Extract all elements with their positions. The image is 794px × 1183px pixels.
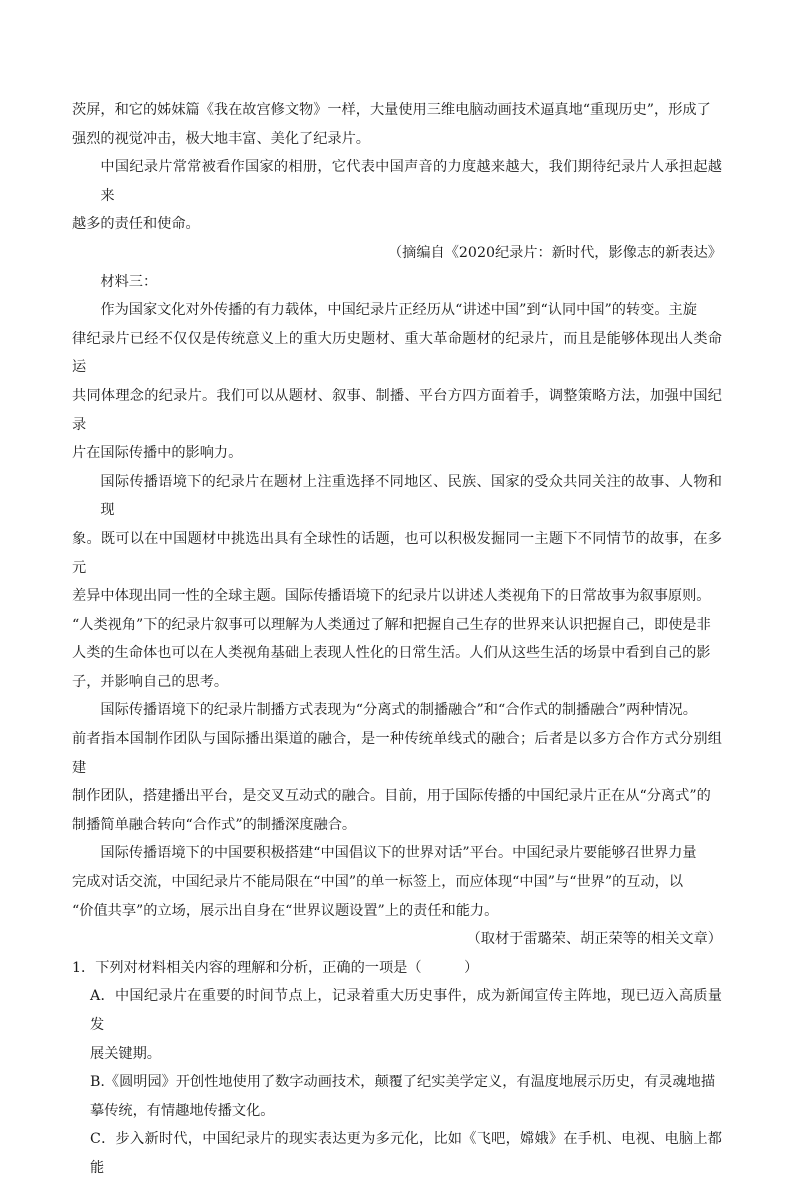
page-content xyxy=(72,96,722,1183)
material-three-paragraph-3 xyxy=(72,696,722,839)
material-two-tail-paragraph xyxy=(72,96,722,153)
text-line: 律纪录片已经不仅仅是传统意义上的重大历史题材、重大革命题材的纪录片，而且是能够体现出人类命运 xyxy=(72,330,722,376)
material-two-source: （摘编自《2020纪录片：新时代，影像志的新表达》 xyxy=(387,244,722,261)
text-line: 越多的责任和使命。 xyxy=(72,216,200,233)
material-three-source: （取材于雷璐荣、胡正荣等的相关文章） xyxy=(466,931,722,948)
question-1-stem: 1．下列对材料相关内容的理解和分析，正确的一项是（ ） xyxy=(72,959,479,976)
question-1-option-b xyxy=(72,1068,722,1125)
text-line: 制作团队，搭建播出平台，是交叉互动式的融合。目前，用于国际传播的中国纪录片正在从“分离式”的 xyxy=(72,788,711,805)
text-line: 共同体理念的纪录片。我们可以从题材、叙事、制播、平台方四方面着手，调整策略方法，加强中国纪录 xyxy=(72,387,722,433)
text-line: “价值共享”的立场，展示出自身在“世界议题设置”上的责任和能力。 xyxy=(72,902,499,919)
text-line: A．中国纪录片在重要的时间节点上，记录着重大历史事件，成为新闻宣传主阵地，现已迈入高质量发 xyxy=(90,988,722,1033)
text-line: 片在国际传播中的影响力。 xyxy=(72,445,243,462)
text-line: 人类的生命体也可以在人类视角基础上表现人性化的日常生活。人们从这些生活的场景中看到自己的影 xyxy=(72,645,711,662)
question-1-option-a xyxy=(72,982,722,1068)
text-line: 国际传播语境下的中国要积极搭建“中国倡议下的世界对话”平台。中国纪录片要能够召世界力量 xyxy=(100,845,697,862)
material-three-paragraph-1 xyxy=(72,296,722,468)
text-line: 展关键期。 xyxy=(90,1045,161,1062)
material-two-last-paragraph xyxy=(72,153,722,239)
material-three-label: 材料三： xyxy=(100,273,158,290)
material-three-paragraph-4 xyxy=(72,839,722,925)
text-line: 中国纪录片常常被看作国家的相册，它代表中国声音的力度越来越大，我们期待纪录片人承担起越来 xyxy=(100,159,722,204)
text-line: 国际传播语境下的纪录片制播方式表现为“分离式的制播融合”和“合作式的制播融合”两种情况。 xyxy=(100,702,697,719)
text-line: 差异中体现出同一性的全球主题。国际传播语境下的纪录片以讲述人类视角下的日常故事为叙事原则。 xyxy=(72,588,711,605)
text-line: 象。既可以在中国题材中挑选出具有全球性的话题，也可以积极发掘同一主题下不同情节的故事，在多元 xyxy=(72,530,722,576)
text-line: 茨屏，和它的姊妹篇《我在故宫修文物》一样，大量使用三维电脑动画技术逼真地“重现历史”，形成了 xyxy=(72,102,711,118)
text-line: C．步入新时代，中国纪录片的现实表达更为多元化，比如《飞吧，嫦娥》在手机、电视、电脑上都能 xyxy=(90,1131,722,1176)
question-1-option-c xyxy=(72,1125,722,1182)
text-line: “人类视角”下的纪录片叙事可以理解为人类通过了解和把握自己生存的世界来认识把握自己，即使是非 xyxy=(72,616,711,633)
material-three-paragraph-2 xyxy=(72,468,722,697)
text-line: 强烈的视觉冲击，极大地丰富、美化了纪录片。 xyxy=(72,130,370,147)
text-line: 摹传统，有情趣地传播文化。 xyxy=(90,1102,275,1119)
text-line: 前者指本国制作团队与国际播出渠道的融合，是一种传统单线式的融合；后者是以多方合作方式分别组建 xyxy=(72,731,722,776)
text-line: 作为国家文化对外传播的有力载体，中国纪录片正经历从“讲述中国”到“认同中国”的转变。主旋 xyxy=(100,302,697,319)
text-line: B.《圆明园》开创性地使用了数字动画技术，颠覆了纪实美学定义，有温度地展示历史，有灵魂地描 xyxy=(90,1074,716,1091)
text-line: 制播简单融合转向“合作式”的制播深度融合。 xyxy=(72,816,357,833)
text-line: 完成对话交流，中国纪录片不能局限在“中国”的单一标签上，而应体现“中国”与“世界”的互动，以 xyxy=(72,874,684,891)
text-line: 子，并影响自己的思考。 xyxy=(72,673,229,690)
text-line: 国际传播语境下的纪录片在题材上注重选择不同地区、民族、国家的受众共同关注的故事、人物和现 xyxy=(100,473,722,519)
